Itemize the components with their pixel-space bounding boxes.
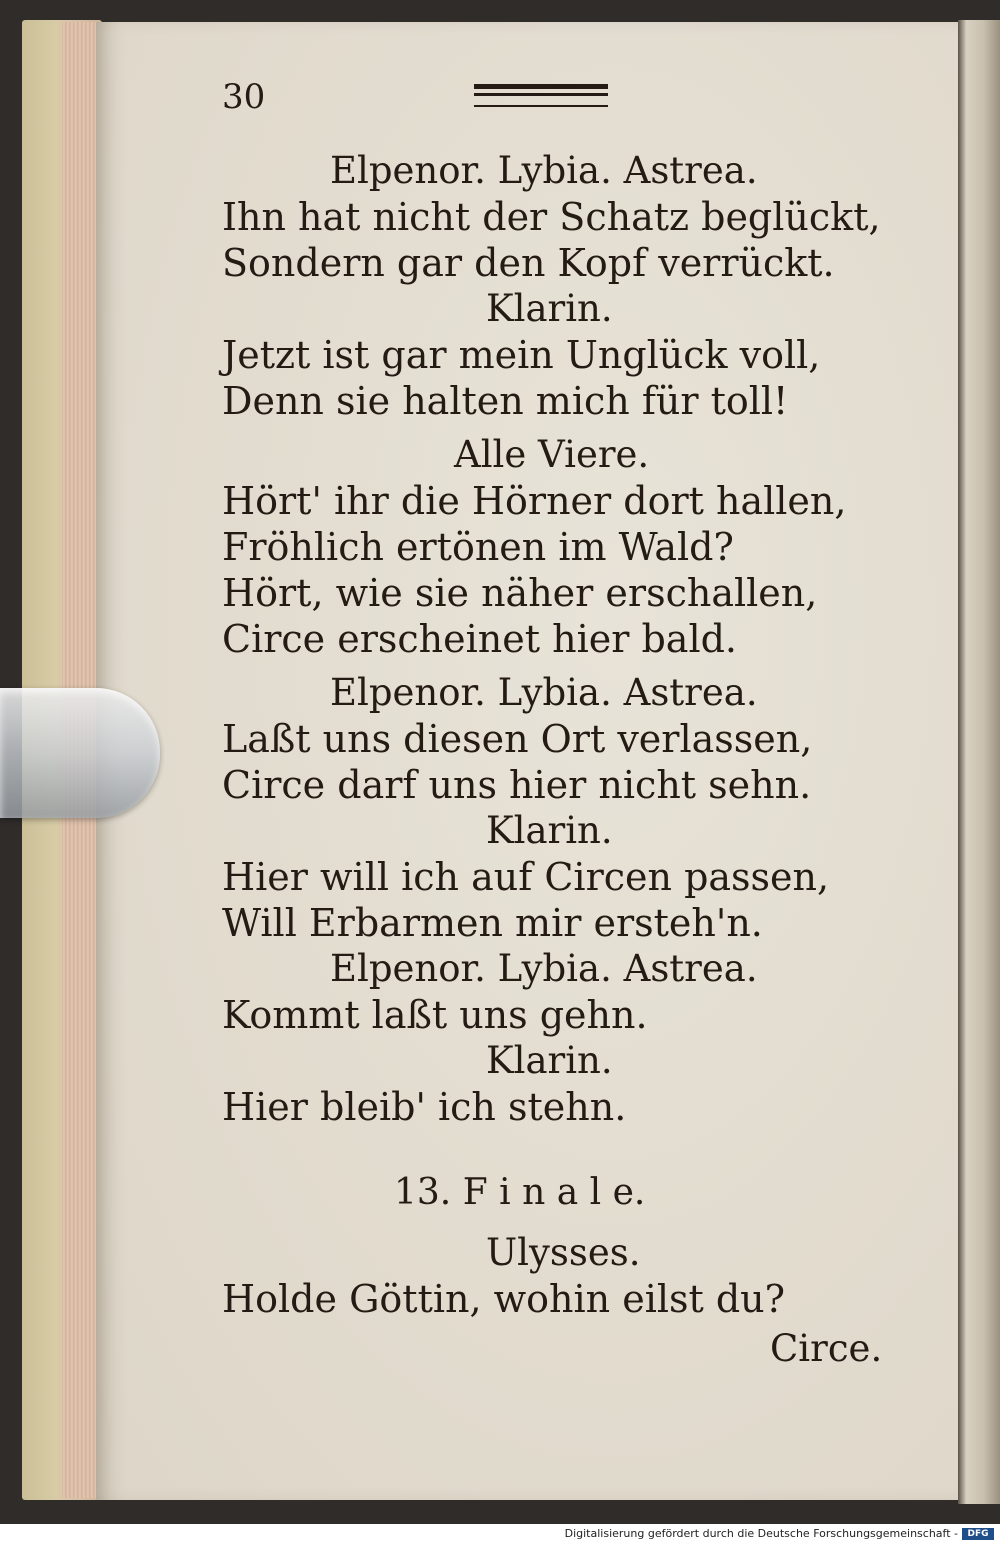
speaker-line: Klarin. — [486, 809, 613, 852]
footer-credit: Digitalisierung gefördert durch die Deutsche Forschungsgemeinschaft - — [564, 1527, 958, 1540]
header-rule — [474, 84, 608, 107]
verse-line: Hier will ich auf Circen passen, — [222, 855, 830, 899]
page-number: 30 — [222, 77, 266, 117]
verse-line: Jetzt ist gar mein Unglück voll, — [222, 333, 821, 377]
speaker-line: Klarin. — [486, 287, 613, 330]
verse-line: Fröhlich ertönen im Wald? — [222, 525, 734, 569]
book-gutter — [958, 20, 1000, 1504]
speaker-line: Elpenor. Lybia. Astrea. — [330, 671, 758, 714]
verse-line: Hört' ihr die Hörner dort hallen, — [222, 479, 847, 523]
page-clip — [0, 688, 160, 818]
verse-line: Laßt uns diesen Ort verlassen, — [222, 717, 813, 761]
section-heading: 13. F i n a l e. — [394, 1172, 646, 1213]
speaker-line: Klarin. — [486, 1039, 613, 1082]
verse-line: Circe darf uns hier nicht sehn. — [222, 763, 812, 807]
speaker-line: Elpenor. Lybia. Astrea. — [330, 149, 758, 192]
speaker-line: Elpenor. Lybia. Astrea. — [330, 947, 758, 990]
verse-line: Circe erscheinet hier bald. — [222, 617, 738, 661]
verse-line: Holde Göttin, wohin eilst du? — [222, 1277, 786, 1321]
verse-line: Hier bleib' ich stehn. — [222, 1085, 627, 1129]
footer-bar — [0, 1524, 1000, 1544]
speaker-line: Alle Viere. — [454, 433, 650, 476]
verse-line: Will Erbarmen mir ersteh'n. — [222, 901, 763, 945]
speaker-line: Ulysses. — [486, 1231, 641, 1274]
verse-line: Kommt laßt uns gehn. — [222, 993, 648, 1037]
verse-line: Sondern gar den Kopf verrückt. — [222, 241, 835, 285]
dfg-logo-icon: DFG — [962, 1528, 994, 1540]
catchword: Circe. — [770, 1327, 883, 1370]
verse-line: Hört, wie sie näher erschallen, — [222, 571, 818, 615]
verse-line: Ihn hat nicht der Schatz beglückt, — [222, 195, 881, 239]
verse-line: Denn sie halten mich für toll! — [222, 379, 789, 423]
